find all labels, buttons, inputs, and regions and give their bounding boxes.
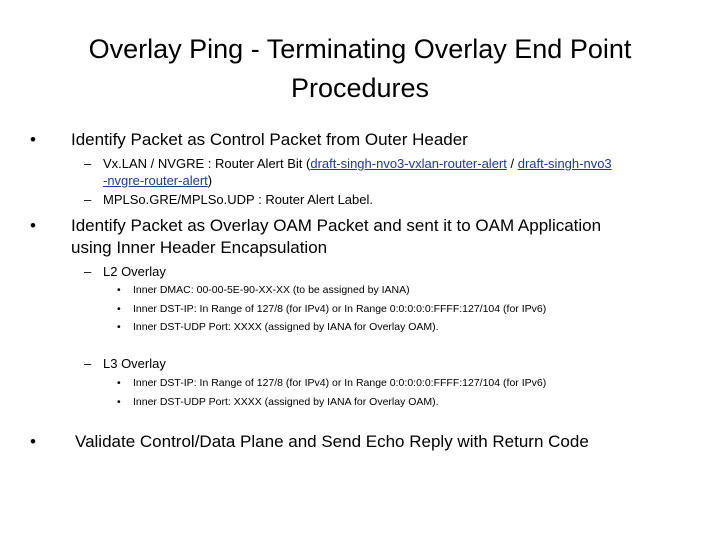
bullet-oam-packet-line1: Identify Packet as Overlay OAM Packet and sent it to OAM Application: [71, 216, 602, 235]
slide-title: [40, 30, 680, 108]
link-vxlan-router-alert[interactable]: draft-singh-nvo3-vxlan-router-alert: [310, 156, 507, 171]
title-line-1: Overlay Ping - Terminating Overlay End Point: [88, 34, 632, 64]
dash-marker: –: [84, 264, 92, 279]
bullet-marker: •: [30, 216, 36, 235]
bullet-marker: •: [117, 284, 121, 296]
bullet-marker: •: [117, 396, 121, 408]
dash-marker: –: [84, 356, 92, 371]
bullet-marker: •: [117, 377, 121, 389]
dash-marker: –: [84, 192, 92, 207]
l2-item-dmac: Inner DMAC: 00-00-5E-90-XX-XX (to be assigned by IANA): [133, 284, 410, 296]
subitem-mpls: MPLSo.GRE/MPLSo.UDP : Router Alert Label.: [103, 192, 373, 207]
subitem-vxlan-nvgre: [103, 155, 612, 172]
link-nvgre-router-alert-part1[interactable]: draft-singh-nvo3: [517, 156, 612, 171]
bullet-validate-echo-reply: Validate Control/Data Plane and Send Echo Reply with Return Code: [75, 432, 589, 451]
l3-item-dst-ip: Inner DST-IP: In Range of 127/8 (for IPv4) or In Range 0:0:0:0:0:FFFF:127/104 (for IPv6): [133, 377, 547, 389]
link-separator: /: [506, 156, 518, 171]
bullet-marker: •: [117, 303, 121, 315]
dash-marker: –: [84, 156, 92, 171]
subitem-vxlan-nvgre-cont: [103, 172, 212, 189]
subitem-l2-overlay: L2 Overlay: [103, 264, 166, 279]
subitem-l3-overlay: L3 Overlay: [103, 356, 166, 371]
bullet-marker: •: [30, 130, 36, 149]
vxlan-suffix: ): [207, 173, 213, 188]
l3-item-dst-udp: Inner DST-UDP Port: XXXX (assigned by IANA for Overlay OAM).: [133, 396, 439, 408]
link-nvgre-router-alert-part2[interactable]: -nvgre-router-alert: [103, 173, 208, 188]
bullet-marker: •: [30, 432, 36, 451]
title-line-2: Procedures: [290, 73, 430, 103]
l2-item-dst-ip: Inner DST-IP: In Range of 127/8 (for IPv4) or In Range 0:0:0:0:0:FFFF:127/104 (for IPv6): [133, 303, 547, 315]
bullet-marker: •: [117, 321, 121, 333]
bullet-control-packet: Identify Packet as Control Packet from Outer Header: [71, 130, 468, 149]
vxlan-prefix: Vx.LAN / NVGRE : Router Alert Bit (: [103, 156, 311, 171]
l2-item-dst-udp: Inner DST-UDP Port: XXXX (assigned by IANA for Overlay OAM).: [133, 321, 439, 333]
bullet-oam-packet-line2: using Inner Header Encapsulation: [71, 238, 328, 257]
